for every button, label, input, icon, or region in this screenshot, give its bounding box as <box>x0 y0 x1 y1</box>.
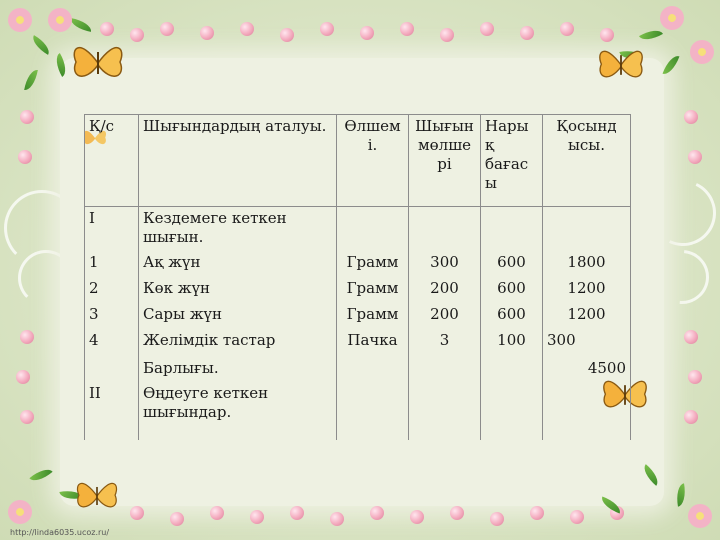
cell-qty <box>409 382 481 440</box>
cell-no: 4 <box>85 329 139 357</box>
cell-qty <box>409 357 481 381</box>
cell-unit <box>337 207 409 251</box>
cell-price: 100 <box>481 329 543 357</box>
cell-price: 600 <box>481 277 543 303</box>
butterfly-icon <box>596 40 646 90</box>
cell-unit: Грамм <box>337 251 409 277</box>
header-no: Қ/с <box>85 115 139 207</box>
cell-no: 3 <box>85 303 139 329</box>
table-header-row <box>85 115 631 207</box>
cell-qty: 200 <box>409 277 481 303</box>
cell-sum <box>543 207 631 251</box>
cell-qty: 300 <box>409 251 481 277</box>
cell-no: II <box>85 382 139 440</box>
cell-name: Барлығы. <box>139 357 337 381</box>
cell-unit <box>337 382 409 440</box>
cell-no: 1 <box>85 251 139 277</box>
cell-sum: 1800 <box>543 251 631 277</box>
cell-sum: 1200 <box>543 277 631 303</box>
table-row <box>85 277 631 303</box>
cell-name: Кездемеге кеткен шығын. <box>139 207 337 251</box>
cell-qty: 3 <box>409 329 481 357</box>
cell-name: Өңдеуге кеткен шығындар. <box>139 382 337 440</box>
header-price: Нары қ бағас ы <box>481 115 543 207</box>
header-qty: Шығын мөлше рі <box>409 115 481 207</box>
cell-name: Желімдік тастар <box>139 329 337 357</box>
cell-unit: Грамм <box>337 277 409 303</box>
cell-no <box>85 357 139 381</box>
cell-qty: 200 <box>409 303 481 329</box>
cell-unit <box>337 357 409 381</box>
cell-qty <box>409 207 481 251</box>
table-row <box>85 207 631 251</box>
cell-sum <box>543 382 631 440</box>
table-row <box>85 251 631 277</box>
header-name: Шығындардың аталуы. <box>139 115 337 207</box>
table-row <box>85 329 631 357</box>
cell-no: I <box>85 207 139 251</box>
cell-sum: 1200 <box>543 303 631 329</box>
table-row <box>85 382 631 440</box>
cell-name: Ақ жүн <box>139 251 337 277</box>
credit-watermark: http://linda6035.ucoz.ru/ <box>10 528 110 537</box>
cell-price <box>481 357 543 381</box>
cell-price: 600 <box>481 251 543 277</box>
cell-price <box>481 382 543 440</box>
cell-no: 2 <box>85 277 139 303</box>
cell-unit: Пачка <box>337 329 409 357</box>
cell-sum: 300 <box>543 329 631 357</box>
cell-unit: Грамм <box>337 303 409 329</box>
butterfly-icon <box>70 38 126 88</box>
expense-table <box>84 114 631 440</box>
butterfly-icon <box>74 474 120 518</box>
cell-name: Көк жүн <box>139 277 337 303</box>
cell-name: Сары жүн <box>139 303 337 329</box>
cell-price <box>481 207 543 251</box>
table-row <box>85 303 631 329</box>
header-unit: Өлшем і. <box>337 115 409 207</box>
cell-sum: 4500 <box>543 357 631 381</box>
cell-price: 600 <box>481 303 543 329</box>
table-row <box>85 357 631 381</box>
header-sum: Қосынд ысы. <box>543 115 631 207</box>
